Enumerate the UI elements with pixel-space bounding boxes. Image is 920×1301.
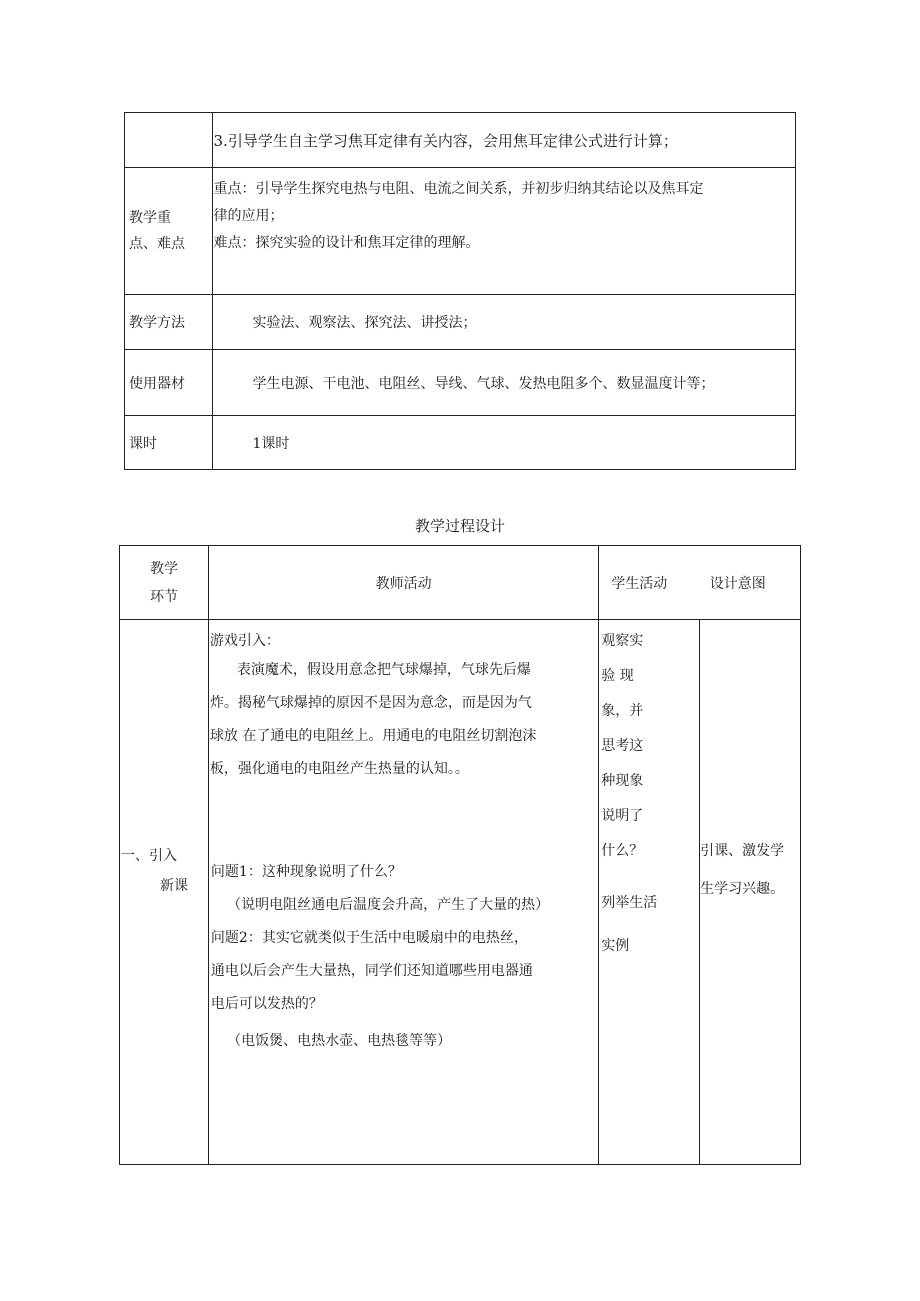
goal-3-text: 3.引导学生自主学习焦耳定律有关内容，会用焦耳定律公式进行计算； xyxy=(213,131,678,150)
student-activity-cell xyxy=(599,620,700,1165)
stage-cell xyxy=(120,620,209,1165)
period-value: 1课时 xyxy=(212,416,795,470)
stage-line1: 一、引入 xyxy=(121,848,177,864)
student-line-3: 象，并 xyxy=(601,703,644,719)
difficulty-line: 难点：探究实验的设计和焦耳定律的理解。 xyxy=(213,235,480,251)
key-label-cell xyxy=(125,168,213,295)
teacher-para-line3: 球放 在了通电的电阻丝上。用通电的电阻丝切割泡沫 xyxy=(209,728,537,744)
goal-cell xyxy=(212,113,795,168)
header-stage-line1: 教学 xyxy=(149,560,178,577)
key-points-line1: 重点：引导学生探究电热与电阻、电流之间关系，并初步归纳其结论以及焦耳定 xyxy=(213,181,704,197)
process-table xyxy=(119,545,801,1165)
info-empty-cell xyxy=(125,113,213,168)
question-2-line3: 电后可以发热的？ xyxy=(210,996,323,1012)
teacher-intro: 游戏引入： xyxy=(209,633,280,649)
question-2-line1: 问题2：其实它就类似于生活中电暖扇中的电热丝， xyxy=(210,930,528,946)
student-line-2: 验 现 xyxy=(601,668,634,684)
student-line-6: 说明了 xyxy=(601,808,644,824)
teacher-para-line4: 板，强化通电的电阻丝产生热量的认知。。 xyxy=(209,761,469,777)
teacher-para-line1: 表演魔术，假设用意念把气球爆掉，气球先后爆 xyxy=(236,662,531,678)
student-line-9: 实例 xyxy=(601,938,630,954)
answer-1: （说明电阻丝通电后温度会升高，产生了大量的热） xyxy=(227,897,550,913)
header-student: 学生活动 xyxy=(611,575,668,592)
method-label: 教学方法 xyxy=(125,295,213,350)
key-points-line2: 律的应用； xyxy=(213,208,284,224)
intent-line1: 引课、激发学 xyxy=(700,843,785,859)
student-line-5: 种现象 xyxy=(601,773,644,789)
header-student-intent xyxy=(599,546,801,620)
teacher-para-line2: 炸。揭秘气球爆掉的原因不是因为意念，而是因为气 xyxy=(209,695,532,711)
key-label-line2: 点、难点 xyxy=(129,236,185,252)
header-intent: 设计意图 xyxy=(709,575,766,592)
period-label: 课时 xyxy=(125,416,213,470)
design-intent-cell xyxy=(700,620,801,1165)
key-points-cell xyxy=(212,168,795,295)
question-1: 问题1：这种现象说明了什么？ xyxy=(210,864,402,880)
student-line-8: 列举生活 xyxy=(601,895,658,911)
header-stage xyxy=(120,546,209,620)
teacher-activity-cell xyxy=(208,620,598,1165)
equipment-value: 学生电源、干电池、电阻丝、导线、气球、发热电阻多个、数显温度计等； xyxy=(212,350,795,416)
header-stage-line2: 环节 xyxy=(149,588,178,605)
info-table xyxy=(124,112,796,470)
intent-line2: 生学习兴趣。 xyxy=(700,881,785,897)
key-label-line1: 教学重 xyxy=(129,210,171,226)
equipment-label: 使用器材 xyxy=(125,350,213,416)
process-title: 教学过程设计 xyxy=(414,517,505,535)
student-line-1: 观察实 xyxy=(601,633,644,649)
method-value: 实验法、观察法、探究法、讲授法； xyxy=(212,295,795,350)
answer-2: （电饭煲、电热水壶、电热毯等等） xyxy=(227,1033,452,1049)
student-line-7: 什么？ xyxy=(601,843,644,859)
student-line-4: 思考这 xyxy=(601,738,644,754)
header-teacher: 教师活动 xyxy=(208,546,598,620)
question-2-line2: 通电以后会产生大量热，同学们还知道哪些用电器通 xyxy=(210,963,533,979)
stage-line2: 新课 xyxy=(160,878,188,894)
